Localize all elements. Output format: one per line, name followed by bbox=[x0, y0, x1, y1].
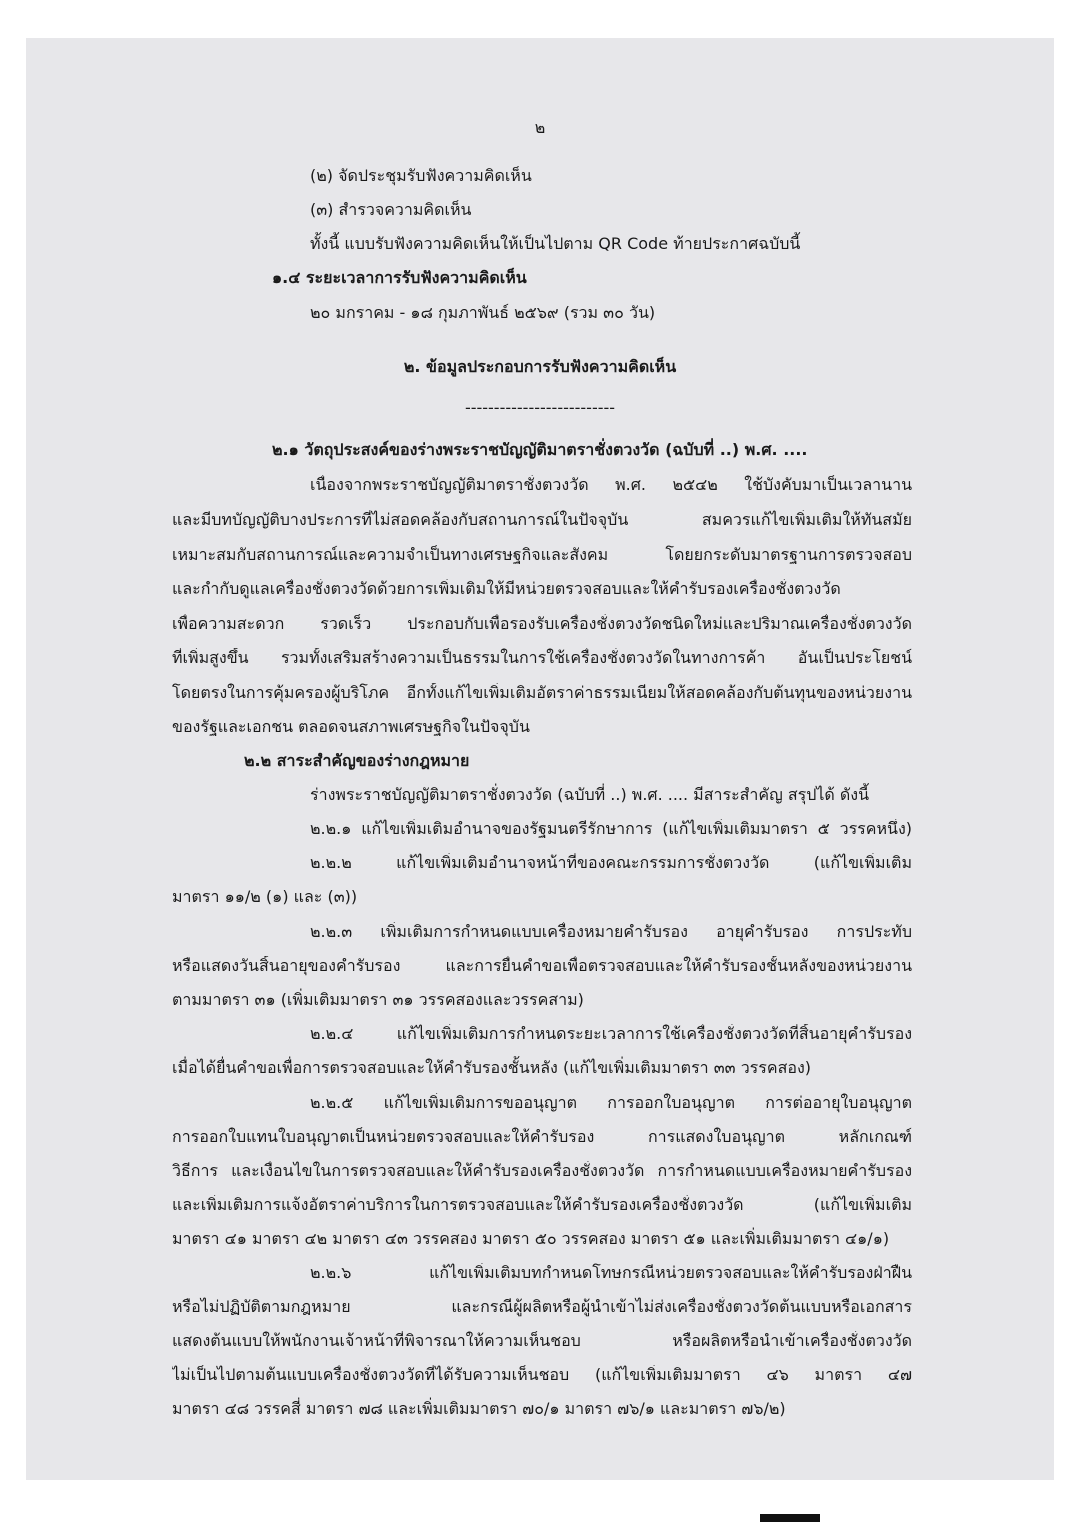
list-item: (๓) สำรวจความคิดเห็น bbox=[310, 200, 472, 219]
section-2-2-intro: ร่างพระราชบัญญัติมาตราชั่งตวงวัด (ฉบับที่ ..) พ.ศ. .... มีสาระสำคัญ สรุปได้ ดังนี้ bbox=[310, 785, 870, 804]
divider: -------------------------- bbox=[464, 398, 616, 417]
item-line: ๒.๒.๕ แก้ไขเพิ่มเติมการขออนุญาต การออกใบอนุญาต การต่ออายุใบอนุญาต bbox=[310, 1093, 912, 1112]
item-line: ๒.๒.๒ แก้ไขเพิ่มเติมอำนาจหน้าที่ของคณะกรรมการชั่งตวงวัด (แก้ไขเพิ่มเติม bbox=[310, 853, 912, 872]
paragraph-line: ของรัฐและเอกชน ตลอดจนสภาพเศรษฐกิจในปัจจุบัน bbox=[172, 717, 530, 736]
paragraph-line: เหมาะสมกับสถานการณ์และความจำเป็นทางเศรษฐกิจและสังคม โดยยกระดับมาตรฐานการตรวจสอบ bbox=[172, 545, 912, 564]
item-line: เมื่อได้ยื่นคำขอเพื่อการตรวจสอบและให้คำรับรองชั้นหลัง (แก้ไขเพิ่มเติมมาตรา ๓๓ วรรคสอง) bbox=[172, 1058, 811, 1077]
item-line: ตามมาตรา ๓๑ (เพิ่มเติมมาตรา ๓๑ วรรคสองและวรรคสาม) bbox=[172, 990, 584, 1009]
paragraph-line: และมีบทบัญญัติบางประการที่ไม่สอดคล้องกับสถานการณ์ในปัจจุบัน สมควรแก้ไขเพิ่มเติมให้ทันสมัย bbox=[172, 510, 912, 529]
page-edge-mark bbox=[760, 1514, 820, 1522]
list-item: (๒) จัดประชุมรับฟังความคิดเห็น bbox=[310, 166, 532, 185]
paragraph-line: เพื่อความสะดวก รวดเร็ว ประกอบกับเพื่อรองรับเครื่องชั่งตวงวัดชนิดใหม่และปริมาณเครื่องชั่งตวงวัด bbox=[172, 614, 912, 633]
item-line: ๒.๒.๓ เพิ่มเติมการกำหนดแบบเครื่องหมายคำรับรอง อายุคำรับรอง การประทับ bbox=[310, 922, 912, 941]
section-2-heading: ๒. ข้อมูลประกอบการรับฟังความคิดเห็น bbox=[403, 357, 677, 376]
item-line: มาตรา ๑๑/๒ (๑) และ (๓)) bbox=[172, 887, 358, 906]
item-line: มาตรา ๔๘ วรรคสี่ มาตรา ๗๘ และเพิ่มเติมมาตรา ๗๐/๑ มาตรา ๗๖/๑ และมาตรา ๗๖/๒) bbox=[172, 1399, 786, 1418]
paragraph-line: ที่เพิ่มสูงขึ้น รวมทั้งเสริมสร้างความเป็นธรรมในการใช้เครื่องชั่งตวงวัดในทางการค้า อันเป็นประโยชน์ bbox=[172, 648, 912, 667]
page-number: ๒ bbox=[534, 118, 546, 137]
paragraph-line: และกำกับดูแลเครื่องชั่งตวงวัดด้วยการเพิ่มเติมให้มีหน่วยตรวจสอบและให้คำรับรองเครื่องชั่งตวงวัด bbox=[172, 579, 841, 598]
item-line: หรือไม่ปฏิบัติตามกฎหมาย และกรณีผู้ผลิตหรือผู้นำเข้าไม่ส่งเครื่องชั่งตวงวัดต้นแบบหรือเอกสาร bbox=[172, 1297, 912, 1316]
item-line: ๒.๒.๔ แก้ไขเพิ่มเติมการกำหนดระยะเวลาการใช้เครื่องชั่งตวงวัดที่สิ้นอายุคำรับรอง bbox=[310, 1024, 912, 1043]
item-line: ๒.๒.๖ แก้ไขเพิ่มเติมบทกำหนดโทษกรณีหน่วยตรวจสอบและให้คำรับรองฝ่าฝืน bbox=[310, 1263, 912, 1282]
section-2-2-heading: ๒.๒ สาระสำคัญของร่างกฎหมาย bbox=[244, 751, 470, 770]
paragraph-line: โดยตรงในการคุ้มครองผู้บริโภค อีกทั้งแก้ไขเพิ่มเติมอัตราค่าธรรมเนียมให้สอดคล้องกับต้นทุนของหน่วยงาน bbox=[172, 683, 912, 702]
item-line: ไม่เป็นไปตามต้นแบบเครื่องชั่งตวงวัดที่ได้รับความเห็นชอบ (แก้ไขเพิ่มเติมมาตรา ๔๖ มาตรา ๔๗ bbox=[172, 1365, 912, 1384]
consultation-period: ๒๐ มกราคม - ๑๘ กุมภาพันธ์ ๒๕๖๙ (รวม ๓๐ วัน) bbox=[310, 303, 656, 322]
item-line: มาตรา ๔๑ มาตรา ๔๒ มาตรา ๔๓ วรรคสอง มาตรา ๕๐ วรรคสอง มาตรา ๕๑ และเพิ่มเติมมาตรา ๔๑/๑) bbox=[172, 1229, 890, 1248]
item-line: แสดงต้นแบบให้พนักงานเจ้าหน้าที่พิจารณาให้ความเห็นชอบ หรือผลิตหรือนำเข้าเครื่องชั่งตวงวัด bbox=[172, 1331, 912, 1350]
item-line: หรือแสดงวันสิ้นอายุของคำรับรอง และการยื่นคำขอเพื่อตรวจสอบและให้คำรับรองชั้นหลังของหน่วยงาน bbox=[172, 956, 912, 975]
qr-note: ทั้งนี้ แบบรับฟังความคิดเห็นให้เป็นไปตาม QR Code ท้ายประกาศฉบับนี้ bbox=[310, 234, 801, 253]
section-1-4-heading: ๑.๔ ระยะเวลาการรับฟังความคิดเห็น bbox=[272, 268, 527, 287]
section-2-1-heading: ๒.๑ วัตถุประสงค์ของร่างพระราชบัญญัติมาตราชั่งตวงวัด (ฉบับที่ ..) พ.ศ. .... bbox=[272, 440, 808, 459]
item-line: และเพิ่มเติมการแจ้งอัตราค่าบริการในการตรวจสอบและให้คำรับรองเครื่องชั่งตวงวัด (แก้ไขเพิ่มเติม bbox=[172, 1195, 912, 1214]
item-line: การออกใบแทนใบอนุญาตเป็นหน่วยตรวจสอบและให้คำรับรอง การแสดงใบอนุญาต หลักเกณฑ์ bbox=[172, 1127, 912, 1146]
item-line: ๒.๒.๑ แก้ไขเพิ่มเติมอำนาจของรัฐมนตรีรักษาการ (แก้ไขเพิ่มเติมมาตรา ๕ วรรคหนึ่ง) bbox=[310, 819, 912, 838]
paragraph-line: เนื่องจากพระราชบัญญัติมาตราชั่งตวงวัด พ.ศ. ๒๕๔๒ ใช้บังคับมาเป็นเวลานาน bbox=[310, 475, 912, 494]
item-line: วิธีการ และเงื่อนไขในการตรวจสอบและให้คำรับรองเครื่องชั่งตวงวัด การกำหนดแบบเครื่องหมายคำรับรอง bbox=[172, 1161, 912, 1180]
